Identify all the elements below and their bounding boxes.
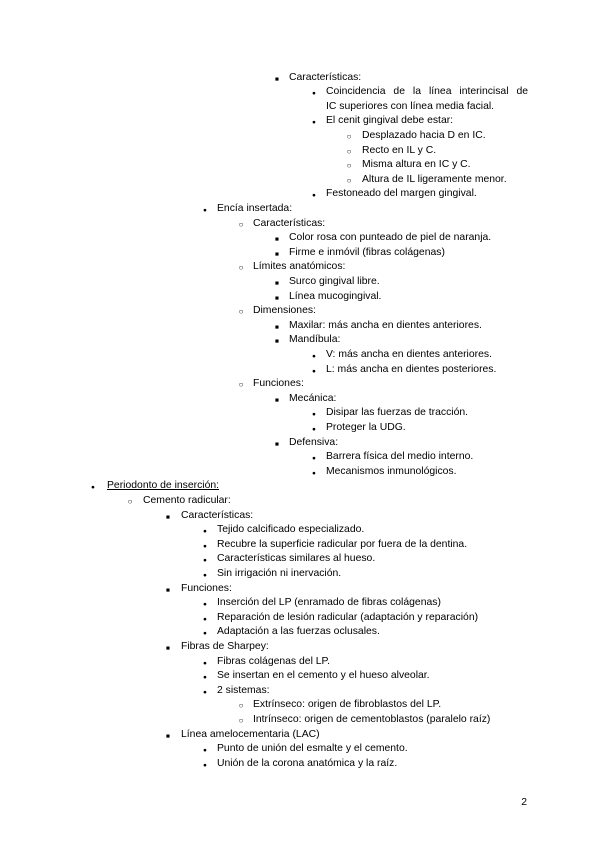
outline-row <box>0 742 528 757</box>
outline-row <box>0 363 528 378</box>
outline-row <box>0 377 528 392</box>
outline-item-text: Encía insertada: <box>217 202 293 214</box>
circle-bullet-icon <box>343 144 355 160</box>
outline-item-text: Disipar las fuerzas de tracción. <box>326 407 469 419</box>
outline-item-text: Surco gingival libre. <box>289 275 380 287</box>
outline-row <box>0 348 528 363</box>
outline-row <box>0 144 528 159</box>
outline-row <box>0 260 528 275</box>
outline-item-text: Funciones: <box>181 582 232 594</box>
outline-item-text: Mandíbula: <box>289 334 341 346</box>
outline-row <box>0 173 528 188</box>
outline-row <box>0 158 528 173</box>
outline-item-text: Recubre la superficie radicular por fuera de la dentina. <box>217 538 468 550</box>
outline-row <box>0 85 528 100</box>
outline-row <box>0 129 528 144</box>
outline-item-text: Adaptación a las fuerzas oclusales. <box>217 626 380 638</box>
outline-item-text: Coincidencia de la línea interincisal de <box>326 86 528 98</box>
outline-row <box>0 465 528 480</box>
outline-item-text: Proteger la UDG. <box>326 421 406 433</box>
outline-row <box>0 684 528 699</box>
circle-bullet-icon <box>235 260 247 276</box>
outline-row <box>0 114 528 129</box>
outline-row <box>0 304 528 319</box>
outline-item-text: L: más ancha en dientes posteriores. <box>326 363 497 375</box>
outline-item-text: Características: <box>253 217 326 229</box>
outline-item-text: Se insertan en el cemento y el hueso alveolar. <box>217 670 430 682</box>
outline-row <box>0 187 528 202</box>
outline-item-text: Sin irrigación ni inervación. <box>217 567 342 579</box>
circle-bullet-icon <box>343 173 355 189</box>
outline-item-text: Dimensiones: <box>253 305 316 317</box>
outline-item-text: 2 sistemas: <box>217 684 270 696</box>
outline-item-text: Firme e inmóvil (fibras colágenas) <box>289 246 445 258</box>
outline-row <box>0 217 528 232</box>
outline-row <box>0 640 528 655</box>
outline-item-text: Maxilar: más ancha en dientes anteriores. <box>289 319 482 331</box>
outline-item-text: Unión de la corona anatómica y la raíz. <box>217 757 398 769</box>
outline-row <box>0 567 528 582</box>
outline-item-text: Inserción del LP (enramado de fibras colágenas) <box>217 597 441 609</box>
outline-row <box>0 625 528 640</box>
outline-row <box>0 275 528 290</box>
outline-row <box>0 392 528 407</box>
outline-row <box>0 523 528 538</box>
outline-row <box>0 669 528 684</box>
outline-row <box>0 509 528 524</box>
outline-item-text: Intrínseco: origen de cementoblastos (paralelo raíz) <box>253 713 491 725</box>
outline-item-text: Punto de unión del esmalte y el cemento. <box>217 743 408 755</box>
circle-bullet-icon <box>235 698 247 714</box>
outline-row <box>0 450 528 465</box>
outline-row <box>0 246 528 261</box>
outline-item-text: Altura de IL ligeramente menor. <box>362 173 507 185</box>
outline-row <box>0 290 528 305</box>
outline-item-text: Mecanismos inmunológicos. <box>326 465 457 477</box>
outline-row <box>0 231 528 246</box>
outline-row <box>0 538 528 553</box>
outline-row <box>0 655 528 670</box>
outline-item-text: Defensiva: <box>289 436 339 448</box>
circle-bullet-icon <box>235 304 247 320</box>
circle-bullet-icon <box>235 377 247 393</box>
page-number: 2 <box>521 797 527 808</box>
outline-row <box>0 421 528 436</box>
outline-item-text: Misma altura en IC y C. <box>362 159 471 171</box>
outline-item-text: Periodonto de inserción: <box>107 480 220 492</box>
outline-item-text: Límites anatómicos: <box>253 261 346 273</box>
outline-row <box>0 698 528 713</box>
outline-item-text: Extrínseco: origen de fibroblastos del LP. <box>253 699 442 711</box>
circle-bullet-icon <box>343 158 355 174</box>
outline-row <box>0 333 528 348</box>
outline-row <box>0 319 528 334</box>
outline-item-text: IC superiores con línea media facial. <box>326 100 495 112</box>
outline-row <box>0 713 528 728</box>
circle-bullet-icon <box>235 713 247 729</box>
outline-row <box>0 552 528 567</box>
outline-row <box>0 202 528 217</box>
outline-row <box>0 436 528 451</box>
outline-row <box>0 611 528 626</box>
outline-item-text: Fibras colágenas del LP. <box>217 655 331 667</box>
outline-item-text: Reparación de lesión radicular (adaptación y reparación) <box>217 611 479 623</box>
outline-item-text: V: más ancha en dientes anteriores. <box>326 348 492 360</box>
circle-bullet-icon <box>124 494 136 510</box>
outline-item-text: Cemento radicular: <box>143 494 231 506</box>
outline-item-text: Características: <box>181 509 254 521</box>
outline-row <box>0 71 528 86</box>
outline-item-text: Tejido calcificado especializado. <box>217 524 365 536</box>
outline-row <box>0 406 528 421</box>
outline-item-text: Color rosa con punteado de piel de naranja. <box>289 232 492 244</box>
outline-item-text: Mecánica: <box>289 392 337 404</box>
outline-item-text: Recto en IL y C. <box>362 144 437 156</box>
outline-item-text: Festoneado del margen gingival. <box>326 188 477 200</box>
outline-row <box>0 728 528 743</box>
outline-row <box>0 479 528 494</box>
outline-item-text: Características similares al hueso. <box>217 553 376 565</box>
outline-item-text: Desplazado hacia D en IC. <box>362 129 486 141</box>
outline-row <box>0 757 528 772</box>
outline-item-text: El cenit gingival debe estar: <box>326 115 454 127</box>
outline-row <box>0 100 528 115</box>
outline-item-text: Línea amelocementaria (LAC) <box>181 728 320 740</box>
outline-item-text: Características: <box>289 71 362 83</box>
outline-row <box>0 494 528 509</box>
disc-bullet-icon <box>199 757 211 774</box>
circle-bullet-icon <box>235 217 247 233</box>
outline-item-text: Funciones: <box>253 378 304 390</box>
outline-item-text: Fibras de Sharpey: <box>181 640 269 652</box>
outline-row <box>0 596 528 611</box>
outline-item-text: Barrera física del medio interno. <box>326 451 474 463</box>
outline-item-text: Línea mucogingival. <box>289 290 382 302</box>
outline-row <box>0 582 528 597</box>
circle-bullet-icon <box>343 129 355 145</box>
